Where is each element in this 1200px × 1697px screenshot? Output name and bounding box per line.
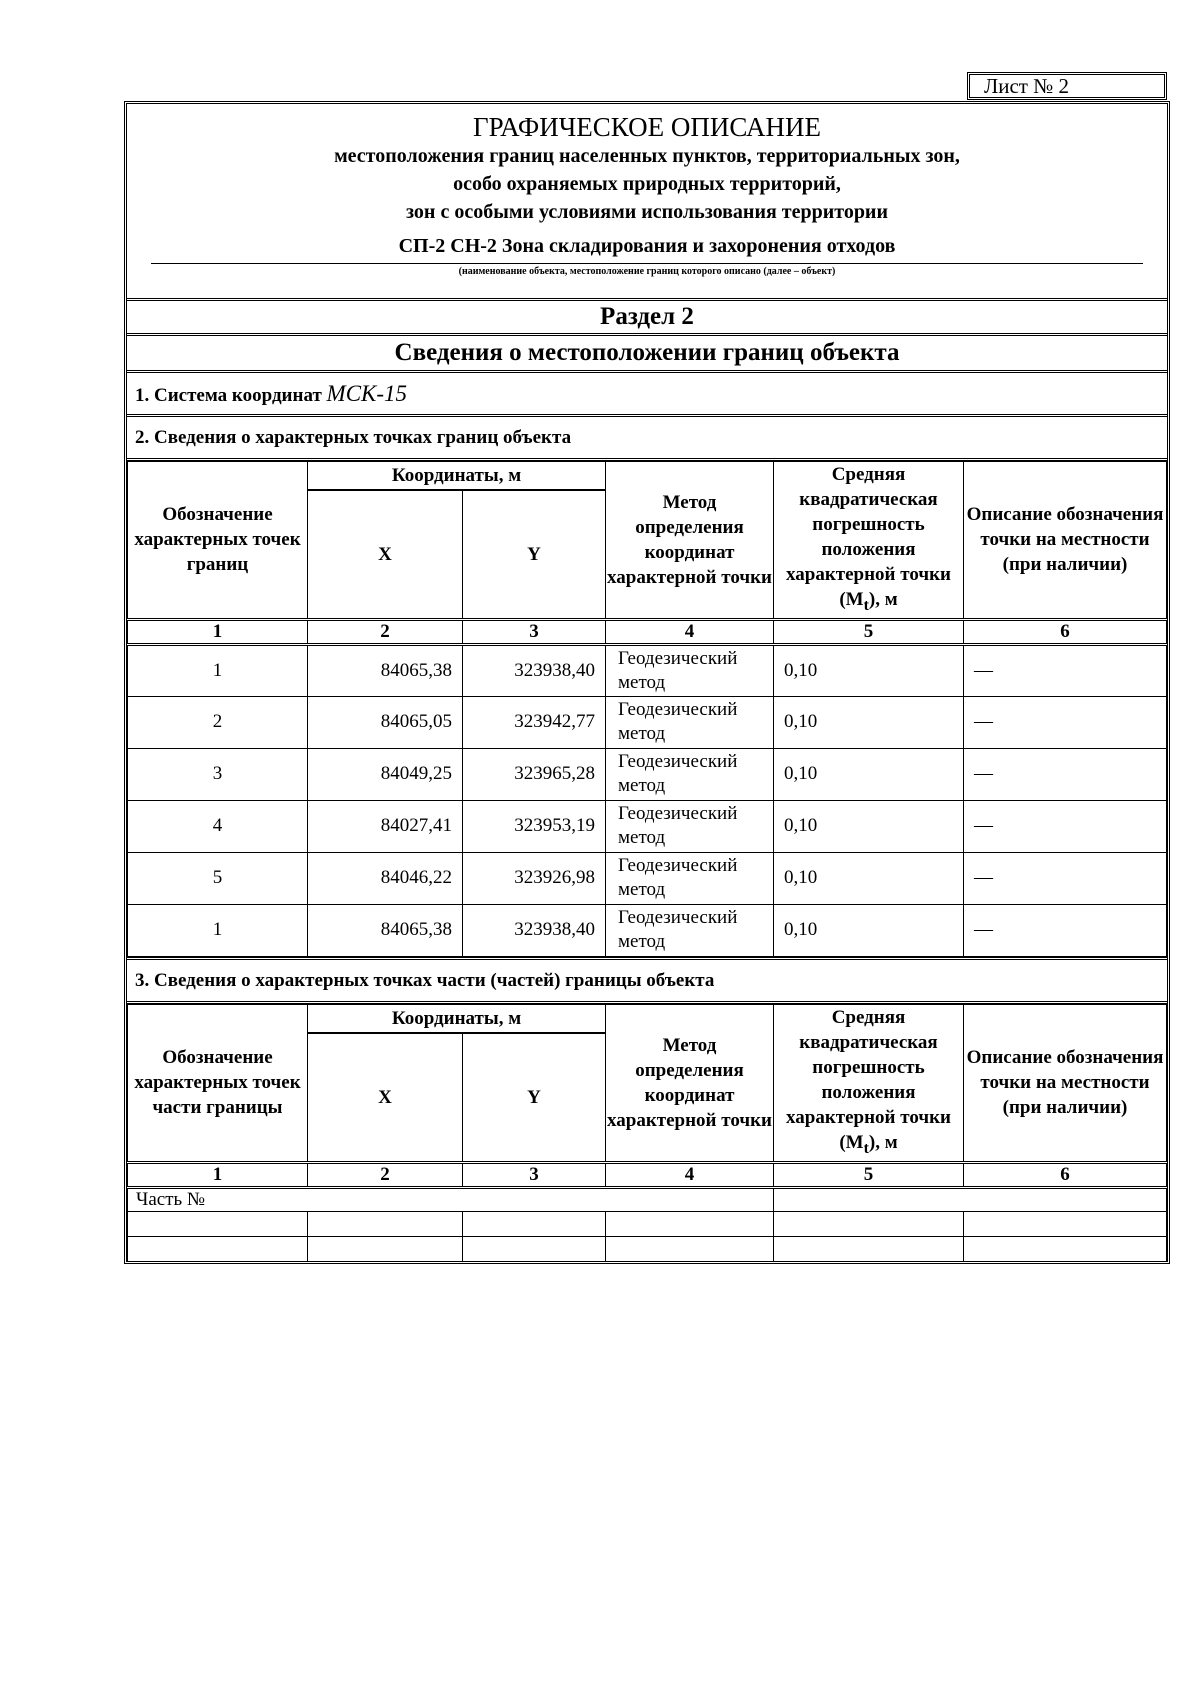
document-header (127, 104, 1167, 301)
empty-cell (774, 1236, 964, 1261)
description: — (964, 904, 1167, 956)
empty-cell (128, 1211, 308, 1236)
description: — (964, 800, 1167, 852)
error: 0,10 (774, 748, 964, 800)
description: — (964, 696, 1167, 748)
coord-y: 323938,40 (463, 644, 606, 696)
method: Геодезический метод (606, 696, 774, 748)
coord-y: 323942,77 (463, 696, 606, 748)
part-label-row (128, 1187, 1167, 1211)
method: Геодезический метод (606, 852, 774, 904)
document-title: ГРАФИЧЕСКОЕ ОПИСАНИЕ (472, 112, 822, 142)
col-number: 1 (128, 1162, 308, 1187)
empty-cell (774, 1211, 964, 1236)
table-row (128, 800, 1167, 852)
col-header-y: Y (463, 490, 606, 619)
document-subtitle-line-2: особо охраняемых природных территорий, (453, 173, 841, 195)
error: 0,10 (774, 800, 964, 852)
col-header-point: Обозначение характерных точек границ (128, 462, 308, 620)
empty-cell (606, 1211, 774, 1236)
col-header-y: Y (463, 1033, 606, 1162)
col-header-x: X (308, 490, 463, 619)
col-number: 4 (606, 1162, 774, 1187)
table-row (128, 696, 1167, 748)
coord-y: 323938,40 (463, 904, 606, 956)
table-row (128, 748, 1167, 800)
col-number: 2 (308, 619, 463, 644)
coord-y: 323926,98 (463, 852, 606, 904)
col-header-coordinates: Координаты, м (308, 462, 606, 491)
object-caption: (наименование объекта, местоположение границ которого описано (далее – объект) (458, 266, 836, 277)
empty-cell (964, 1236, 1167, 1261)
col-number: 6 (964, 619, 1167, 644)
document-frame (124, 101, 1170, 1264)
object-name: СП-2 СН-2 Зона складирования и захоронения отходов (398, 235, 896, 257)
column-numbering-row (128, 1162, 1167, 1187)
section-subtitle: Сведения о местоположении границ объекта (127, 336, 1167, 373)
object-underline (151, 263, 1143, 264)
col-number: 5 (774, 619, 964, 644)
empty-cell (308, 1236, 463, 1261)
col-number: 1 (128, 619, 308, 644)
point-id: 2 (128, 696, 308, 748)
empty-cell (128, 1236, 308, 1261)
col-number: 4 (606, 619, 774, 644)
empty-cell (463, 1211, 606, 1236)
description: — (964, 748, 1167, 800)
col-number: 5 (774, 1162, 964, 1187)
empty-cell (463, 1236, 606, 1261)
col-header-description: Описание обозначения точки на местности (при наличии) (964, 462, 1167, 620)
point-id: 4 (128, 800, 308, 852)
part-boundary-points-table (127, 1004, 1167, 1261)
description: — (964, 644, 1167, 696)
empty-cell (308, 1211, 463, 1236)
method: Геодезический метод (606, 904, 774, 956)
table-row (128, 1211, 1167, 1236)
method: Геодезический метод (606, 800, 774, 852)
coordinate-system-value: МСК-15 (326, 381, 407, 406)
part-label: Часть № (128, 1187, 774, 1211)
coord-y: 323953,19 (463, 800, 606, 852)
col-number: 3 (463, 619, 606, 644)
error: 0,10 (774, 696, 964, 748)
table-row (128, 1236, 1167, 1261)
col-number: 2 (308, 1162, 463, 1187)
point-id: 3 (128, 748, 308, 800)
empty-cell (964, 1211, 1167, 1236)
section-title: Раздел 2 (127, 301, 1167, 336)
empty-cell (774, 1187, 1167, 1211)
method: Геодезический метод (606, 748, 774, 800)
coord-x: 84027,41 (308, 800, 463, 852)
col-header-x: X (308, 1033, 463, 1162)
point-id: 1 (128, 904, 308, 956)
coord-x: 84049,25 (308, 748, 463, 800)
column-numbering-row (128, 619, 1167, 644)
coord-x: 84065,38 (308, 644, 463, 696)
empty-cell (606, 1236, 774, 1261)
coord-x: 84065,05 (308, 696, 463, 748)
col-number: 6 (964, 1162, 1167, 1187)
method: Геодезический метод (606, 644, 774, 696)
coord-x: 84065,38 (308, 904, 463, 956)
description: — (964, 852, 1167, 904)
point-id: 1 (128, 644, 308, 696)
error: 0,10 (774, 904, 964, 956)
coord-x: 84046,22 (308, 852, 463, 904)
coord-y: 323965,28 (463, 748, 606, 800)
error: 0,10 (774, 852, 964, 904)
table-row (128, 852, 1167, 904)
table-row (128, 904, 1167, 956)
coordinate-system-row (127, 373, 1167, 417)
col-number: 3 (463, 1162, 606, 1187)
sheet-number: Лист № 2 (967, 72, 1167, 100)
col-header-error: Средняя квадратическая погрешность положения характерной точки $(М_t)$, м (774, 1004, 964, 1162)
table2-heading: 3. Сведения о характерных точках части (частей) границы объекта (127, 957, 1167, 1004)
point-id: 5 (128, 852, 308, 904)
col-header-coordinates: Координаты, м (308, 1004, 606, 1033)
col-header-method: Метод определения координат характерной точки (606, 462, 774, 620)
coordinate-system-label: 1. Система координат (135, 385, 322, 406)
table1-heading: 2. Сведения о характерных точках границ объекта (127, 417, 1167, 461)
col-header-point: Обозначение характерных точек части границы (128, 1004, 308, 1162)
document-subtitle-line-3: зон с особыми условиями использования территории (406, 201, 888, 223)
col-header-description: Описание обозначения точки на местности (при наличии) (964, 1004, 1167, 1162)
document-subtitle-line-1: местоположения границ населенных пунктов, территориальных зон, (334, 145, 960, 167)
col-header-error: Средняя квадратическая погрешность положения характерной точки $(М_t)$, м (774, 462, 964, 620)
error: 0,10 (774, 644, 964, 696)
boundary-points-table (127, 461, 1167, 957)
table-row (128, 644, 1167, 696)
col-header-method: Метод определения координат характерной точки (606, 1004, 774, 1162)
